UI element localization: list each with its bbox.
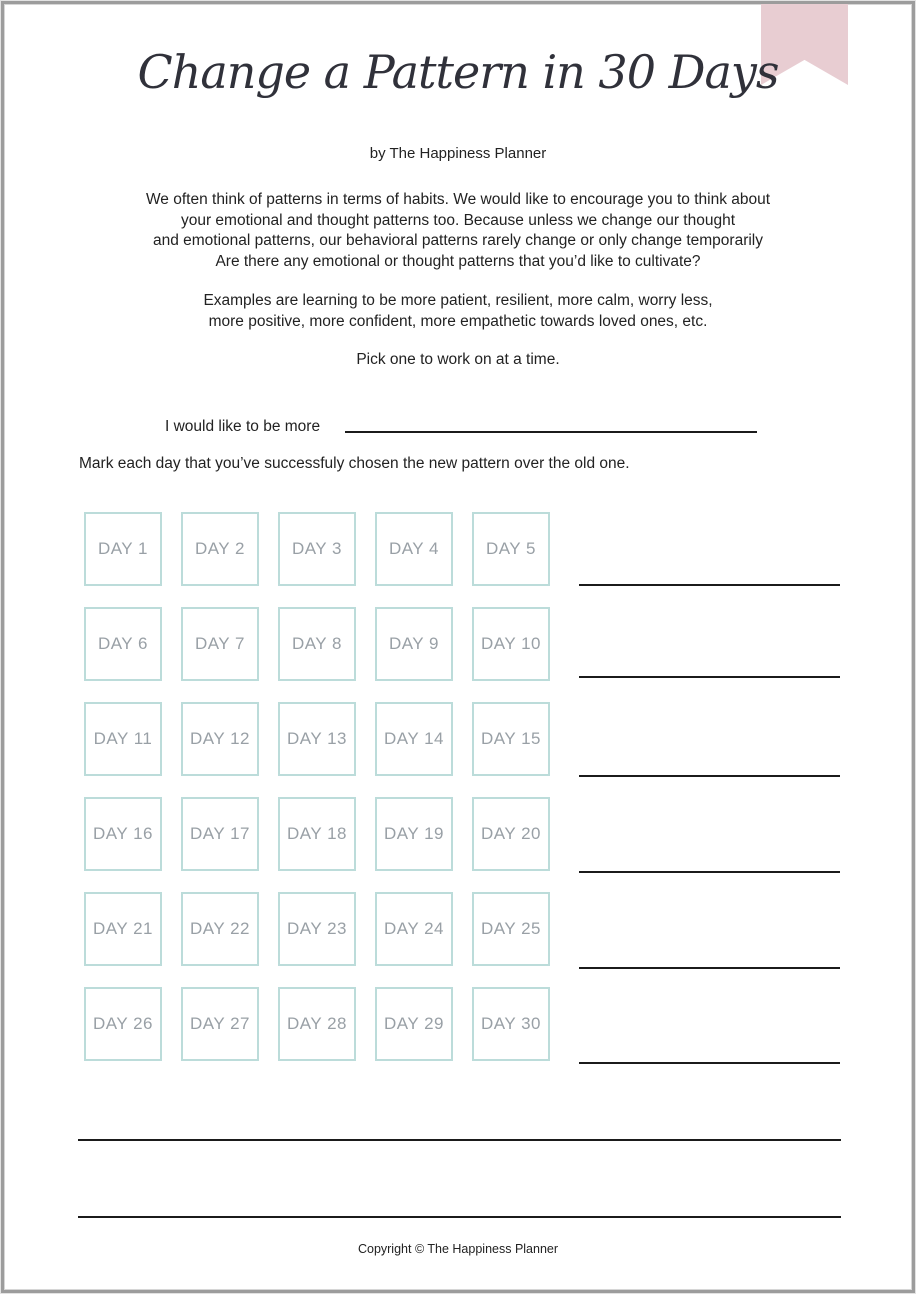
day-label: DAY 20 <box>480 824 542 843</box>
day-checkbox[interactable] <box>472 702 550 776</box>
day-checkbox[interactable] <box>181 892 259 966</box>
day-label: DAY 4 <box>388 539 440 558</box>
day-grid <box>84 512 550 1061</box>
day-label: DAY 14 <box>383 729 445 748</box>
day-label: DAY 5 <box>485 539 537 558</box>
intro-paragraph-3: Pick one to work on at a time. <box>356 351 560 368</box>
text-line: Are there any emotional or thought patterns that you’d like to cultivate? <box>215 252 701 270</box>
page-title: Change a Pattern in 30 Days <box>137 45 779 99</box>
intro-paragraph-1 <box>0 190 916 272</box>
day-checkbox[interactable] <box>84 512 162 586</box>
day-checkbox[interactable] <box>181 702 259 776</box>
day-label: DAY 11 <box>93 729 153 748</box>
day-label: DAY 21 <box>92 919 154 938</box>
day-checkbox[interactable] <box>375 702 453 776</box>
notes-line[interactable] <box>579 775 840 777</box>
day-label: DAY 29 <box>383 1014 445 1033</box>
day-label: DAY 19 <box>383 824 445 843</box>
day-checkbox[interactable] <box>278 892 356 966</box>
day-label: DAY 23 <box>286 919 348 938</box>
day-label: DAY 24 <box>383 919 445 938</box>
day-checkbox[interactable] <box>472 607 550 681</box>
day-checkbox[interactable] <box>472 797 550 871</box>
notes-line[interactable] <box>579 967 840 969</box>
day-label: DAY 15 <box>480 729 542 748</box>
day-checkbox[interactable] <box>278 512 356 586</box>
day-label: DAY 3 <box>291 539 343 558</box>
notes-line[interactable] <box>579 871 840 873</box>
notes-line[interactable] <box>579 584 840 586</box>
day-label: DAY 28 <box>286 1014 348 1033</box>
day-label: DAY 25 <box>480 919 542 938</box>
day-checkbox[interactable] <box>181 512 259 586</box>
notes-line[interactable] <box>78 1139 841 1141</box>
day-checkbox[interactable] <box>84 797 162 871</box>
notes-line[interactable] <box>579 1062 840 1064</box>
text-line: more positive, more confident, more empathetic towards loved ones, etc. <box>208 312 708 330</box>
copyright-text: Copyright © The Happiness Planner <box>357 1242 559 1256</box>
day-label: DAY 27 <box>189 1014 251 1033</box>
day-label: DAY 10 <box>480 634 542 653</box>
day-label: DAY 26 <box>92 1014 154 1033</box>
day-label: DAY 8 <box>291 634 343 653</box>
day-checkbox[interactable] <box>472 892 550 966</box>
fill-in-blank-line[interactable] <box>345 413 757 433</box>
text-line: Examples are learning to be more patient, resilient, more calm, worry less, <box>203 292 713 309</box>
day-label: DAY 6 <box>97 634 149 653</box>
day-label: DAY 2 <box>194 539 246 558</box>
day-label: DAY 17 <box>189 824 251 843</box>
day-checkbox[interactable] <box>181 607 259 681</box>
day-checkbox[interactable] <box>84 607 162 681</box>
day-checkbox[interactable] <box>278 702 356 776</box>
day-label: DAY 22 <box>189 919 251 938</box>
day-label: DAY 18 <box>286 824 348 843</box>
day-checkbox[interactable] <box>181 987 259 1061</box>
notes-line[interactable] <box>78 1216 841 1218</box>
instruction-text: Mark each day that you’ve successfuly chosen the new pattern over the old one. <box>79 455 630 472</box>
day-checkbox[interactable] <box>472 987 550 1061</box>
day-checkbox[interactable] <box>84 987 162 1061</box>
day-label: DAY 12 <box>189 729 251 748</box>
day-checkbox[interactable] <box>278 987 356 1061</box>
day-label: DAY 30 <box>480 1014 542 1033</box>
day-checkbox[interactable] <box>84 702 162 776</box>
day-checkbox[interactable] <box>375 512 453 586</box>
day-checkbox[interactable] <box>375 987 453 1061</box>
day-checkbox[interactable] <box>278 797 356 871</box>
text-line: and emotional patterns, our behavioral patterns rarely change or only change temporarily <box>152 232 764 249</box>
text-line: We often think of patterns in terms of habits. We would like to encourage you to think about <box>145 191 771 208</box>
day-label: DAY 16 <box>92 824 154 843</box>
day-checkbox[interactable] <box>472 512 550 586</box>
text-line: your emotional and thought patterns too. Because unless we change our thought <box>180 211 736 229</box>
day-label: DAY 7 <box>194 634 246 653</box>
day-label: DAY 9 <box>388 634 440 653</box>
day-label: DAY 1 <box>97 539 149 558</box>
intro-paragraph-2 <box>0 291 916 332</box>
byline: by The Happiness Planner <box>369 145 547 162</box>
day-checkbox[interactable] <box>278 607 356 681</box>
day-label: DAY 13 <box>286 729 348 748</box>
day-checkbox[interactable] <box>375 797 453 871</box>
day-checkbox[interactable] <box>181 797 259 871</box>
day-checkbox[interactable] <box>84 892 162 966</box>
day-checkbox[interactable] <box>375 607 453 681</box>
fill-in-label: I would like to be more <box>165 418 321 435</box>
day-checkbox[interactable] <box>375 892 453 966</box>
notes-line[interactable] <box>579 676 840 678</box>
